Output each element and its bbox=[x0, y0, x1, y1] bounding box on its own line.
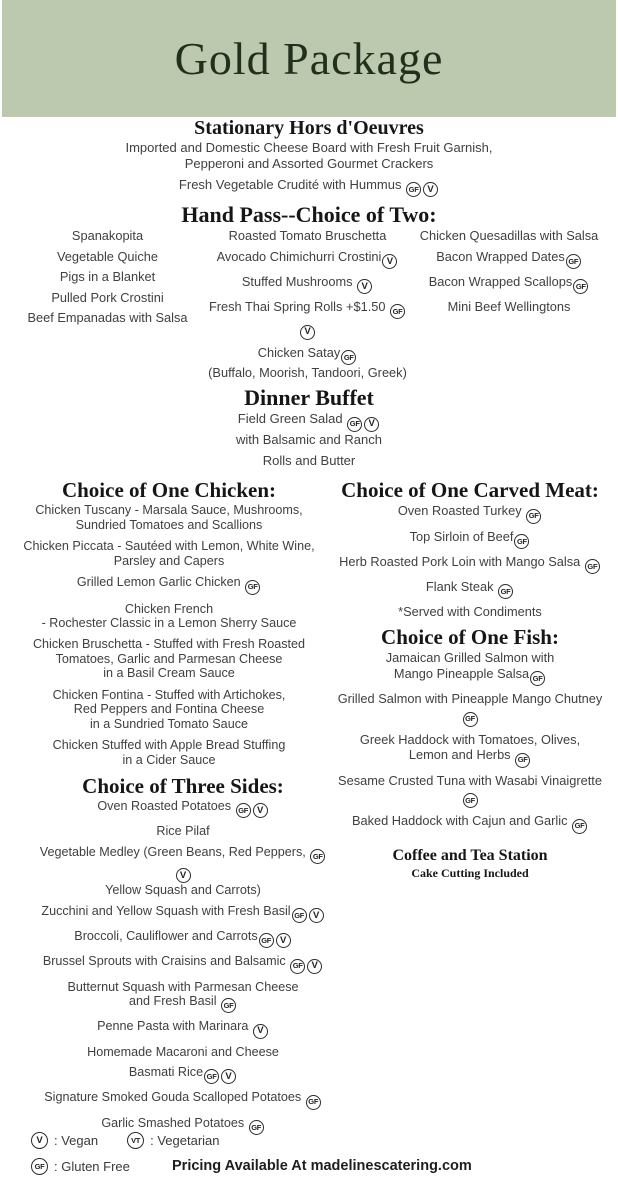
gf-badge-icon: GF bbox=[498, 584, 513, 599]
menu-item: Vegetable Medley (Green Beans, Red Peppers, GFV Yellow Squash and Carrots) bbox=[36, 845, 330, 898]
v-badge-icon: V bbox=[309, 908, 324, 923]
gf-badge-icon: GF bbox=[341, 350, 356, 365]
menu-item: Butternut Squash with Parmesan Cheese and Fresh Basil GF bbox=[36, 980, 330, 1014]
v-badge-icon: V bbox=[176, 868, 191, 883]
gf-badge-icon: GF bbox=[463, 793, 478, 808]
legend-vegan-label: : Vegan bbox=[54, 1133, 99, 1148]
menu-item: Penne Pasta with Marinara V bbox=[36, 1019, 330, 1038]
legend-vegan bbox=[30, 1132, 98, 1149]
v-badge-icon: V bbox=[276, 933, 291, 948]
menu-content bbox=[0, 117, 618, 1141]
gf-badge-icon: GF bbox=[221, 998, 236, 1013]
left-column bbox=[8, 478, 330, 1140]
legend-vegetarian-label: : Vegetarian bbox=[150, 1133, 220, 1148]
chicken-items bbox=[8, 503, 330, 767]
menu-item: Chicken Piccata - Sautéed with Lemon, White Wine, Parsley and Capers bbox=[23, 539, 315, 568]
section-coffee-tea bbox=[330, 847, 610, 881]
v-badge-icon: V bbox=[423, 182, 438, 197]
gf-badge-icon: GF bbox=[585, 559, 600, 574]
menu-item: Flank Steak GF bbox=[330, 579, 610, 599]
gf-badge-icon: GF bbox=[249, 1120, 264, 1135]
menu-item: Roasted Tomato Bruschetta bbox=[228, 227, 387, 243]
menu-item: Zucchini and Yellow Squash with Fresh Basil GF V bbox=[36, 904, 330, 923]
menu-item: Jamaican Grilled Salmon with Mango Pineapple Salsa GF bbox=[330, 650, 610, 686]
v-badge-icon: V bbox=[357, 279, 372, 294]
stationary-items bbox=[0, 140, 618, 197]
gf-badge-icon: GF bbox=[236, 803, 251, 818]
v-badge-icon: V bbox=[253, 803, 268, 818]
carved-meat-items bbox=[330, 503, 610, 620]
cake-cutting-note: Cake Cutting Included bbox=[411, 865, 529, 880]
section-stationary bbox=[0, 117, 618, 197]
menu-item: Chicken Fontina - Stuffed with Artichokes, Red Peppers and Fontina Cheese in a Sundried Tomato Sauce bbox=[52, 687, 286, 731]
gf-badge-icon: GF bbox=[573, 279, 588, 294]
gf-badge-icon: GF bbox=[515, 753, 530, 768]
menu-item: Rolls and Butter bbox=[262, 452, 356, 468]
gf-badge-icon: GF bbox=[347, 417, 362, 432]
v-badge-icon: V bbox=[253, 1024, 268, 1039]
menu-item: Avocado Chimichurri Crostini V bbox=[205, 249, 410, 269]
gf-badge-icon: GF bbox=[290, 959, 305, 974]
section-sides bbox=[36, 774, 330, 1135]
chicken-heading: Choice of One Chicken: bbox=[61, 478, 277, 503]
right-column bbox=[330, 478, 610, 1140]
handpass-column-1 bbox=[10, 228, 205, 385]
menu-item: Imported and Domestic Cheese Board with Fresh Fruit Garnish, Pepperoni and Assorted Gourmet Crackers bbox=[125, 140, 493, 171]
menu-item: Basmati Rice GF V bbox=[36, 1065, 330, 1084]
menu-item: Spanakopita bbox=[71, 227, 144, 243]
pricing-note: Pricing Available At madelinescatering.com bbox=[172, 1158, 472, 1174]
handpass-columns bbox=[10, 228, 608, 385]
gf-badge-icon: GF bbox=[306, 1095, 321, 1110]
menu-item: Top Sirloin of Beef GF bbox=[330, 529, 610, 549]
menu-item: Field Green Salad GF V with Balsamic and Ranch bbox=[236, 411, 382, 447]
menu-item: Bacon Wrapped Scallops GF bbox=[410, 274, 608, 294]
gf-badge-icon: GF bbox=[530, 671, 545, 686]
menu-item: Garlic Smashed Potatoes GF bbox=[36, 1116, 330, 1135]
stationary-heading: Stationary Hors d'Oeuvres bbox=[194, 117, 424, 139]
menu-item: Rice Pilaf bbox=[156, 824, 210, 839]
v-badge-icon: V bbox=[307, 959, 322, 974]
main-two-columns bbox=[0, 478, 618, 1140]
menu-item: Pulled Pork Crostini bbox=[51, 289, 164, 305]
handpass-column-2 bbox=[205, 228, 410, 385]
menu-item: Pigs in a Blanket bbox=[59, 269, 156, 285]
section-fish bbox=[330, 625, 610, 834]
menu-item: Oven Roasted Potatoes GF V bbox=[36, 799, 330, 818]
coffee-tea-heading: Coffee and Tea Station bbox=[392, 846, 548, 864]
menu-item: Stuffed Mushrooms V bbox=[205, 274, 410, 294]
v-badge-icon: V bbox=[364, 417, 379, 432]
menu-item: Beef Empanadas with Salsa bbox=[27, 310, 188, 326]
menu-item: Chicken Satay GF (Buffalo, Moorish, Tandoori, Greek) bbox=[208, 344, 407, 380]
menu-item: Herb Roasted Pork Loin with Mango Salsa GF bbox=[330, 554, 610, 574]
page-title: Gold Package bbox=[174, 33, 444, 84]
v-badge-icon: V bbox=[300, 325, 315, 340]
menu-item: Grilled Salmon with Pineapple Mango ChutneyGF bbox=[330, 691, 610, 727]
menu-item: Fresh Vegetable Crudité with Hummus GF V bbox=[0, 177, 618, 197]
menu-item: Signature Smoked Gouda Scalloped Potatoes GF bbox=[36, 1090, 330, 1109]
gf-badge-icon: GF bbox=[514, 534, 529, 549]
menu-item: Bacon Wrapped Dates GF bbox=[410, 249, 608, 269]
header-band bbox=[2, 0, 616, 117]
gf-badge-icon: GF bbox=[526, 509, 541, 524]
gf-badge-icon: GF bbox=[310, 849, 325, 864]
v-badge-icon: V bbox=[221, 1069, 236, 1084]
gf-badge-icon: GF bbox=[572, 819, 587, 834]
menu-item: Chicken Stuffed with Apple Bread Stuffing in a Cider Sauce bbox=[52, 738, 286, 767]
menu-item: Grilled Lemon Garlic Chicken GF bbox=[8, 575, 330, 594]
menu-item: Baked Haddock with Cajun and Garlic GF bbox=[330, 813, 610, 833]
menu-item: Vegetable Quiche bbox=[56, 248, 159, 264]
dinner-buffet-items bbox=[0, 411, 618, 468]
gluten-free-badge-icon: GF bbox=[31, 1158, 48, 1175]
menu-item: Homemade Macaroni and Cheese bbox=[87, 1044, 279, 1059]
vegan-badge-icon: V bbox=[31, 1132, 48, 1149]
section-carved-meat bbox=[330, 478, 610, 620]
handpass-heading: Hand Pass--Choice of Two: bbox=[181, 201, 437, 227]
legend-row-1 bbox=[30, 1132, 220, 1149]
sides-heading: Choice of Three Sides: bbox=[82, 774, 284, 799]
gf-badge-icon: GF bbox=[292, 908, 307, 923]
handpass-column-3 bbox=[410, 228, 608, 385]
legend-gluten-free-label: : Gluten Free bbox=[54, 1159, 130, 1174]
legend-vegetarian bbox=[126, 1132, 219, 1149]
menu-item: Chicken Tuscany - Marsala Sauce, Mushrooms, Sundried Tomatoes and Scallions bbox=[35, 503, 303, 532]
menu-item: Oven Roasted Turkey GF bbox=[330, 503, 610, 523]
menu-item: Brussel Sprouts with Craisins and Balsamic GF V bbox=[36, 954, 330, 973]
gf-badge-icon: GF bbox=[245, 580, 260, 595]
gf-badge-icon: GF bbox=[566, 254, 581, 269]
legend-gluten-free bbox=[30, 1158, 130, 1175]
menu-item: Chicken French - Rochester Classic in a Lemon Sherry Sauce bbox=[41, 601, 297, 630]
gf-badge-icon: GF bbox=[204, 1069, 219, 1084]
gf-badge-icon: GF bbox=[259, 933, 274, 948]
carved-meat-heading: Choice of One Carved Meat: bbox=[341, 478, 599, 503]
section-chicken bbox=[8, 478, 330, 767]
fish-items bbox=[330, 650, 610, 834]
menu-item: Fresh Thai Spring Rolls +$1.50 GFV bbox=[205, 299, 410, 340]
section-handpass bbox=[0, 202, 618, 385]
fish-heading: Choice of One Fish: bbox=[381, 625, 559, 650]
vegetarian-badge-icon: VT bbox=[127, 1132, 144, 1149]
menu-item: Greek Haddock with Tomatoes, Olives, Lemon and Herbs GF bbox=[330, 732, 610, 768]
menu-item: Mini Beef Wellingtons bbox=[447, 299, 571, 315]
menu-item: Sesame Crusted Tuna with Wasabi Vinaigrette GF bbox=[330, 773, 610, 809]
gf-badge-icon: GF bbox=[406, 182, 421, 197]
menu-item: Broccoli, Cauliflower and Carrots GF V bbox=[36, 929, 330, 948]
gf-badge-icon: GF bbox=[463, 712, 478, 727]
gf-badge-icon: GF bbox=[390, 304, 405, 319]
v-badge-icon: V bbox=[382, 254, 397, 269]
section-dinner-buffet bbox=[0, 385, 618, 468]
sides-items bbox=[36, 799, 330, 1135]
menu-item: *Served with Condiments bbox=[398, 604, 542, 620]
menu-item: Chicken Bruschetta - Stuffed with Fresh Roasted Tomatoes, Garlic and Parmesan Cheese in a Basil Cream Sauce bbox=[32, 637, 306, 681]
dinner-buffet-heading: Dinner Buffet bbox=[244, 385, 374, 411]
menu-item: Chicken Quesadillas with Salsa bbox=[419, 227, 599, 243]
